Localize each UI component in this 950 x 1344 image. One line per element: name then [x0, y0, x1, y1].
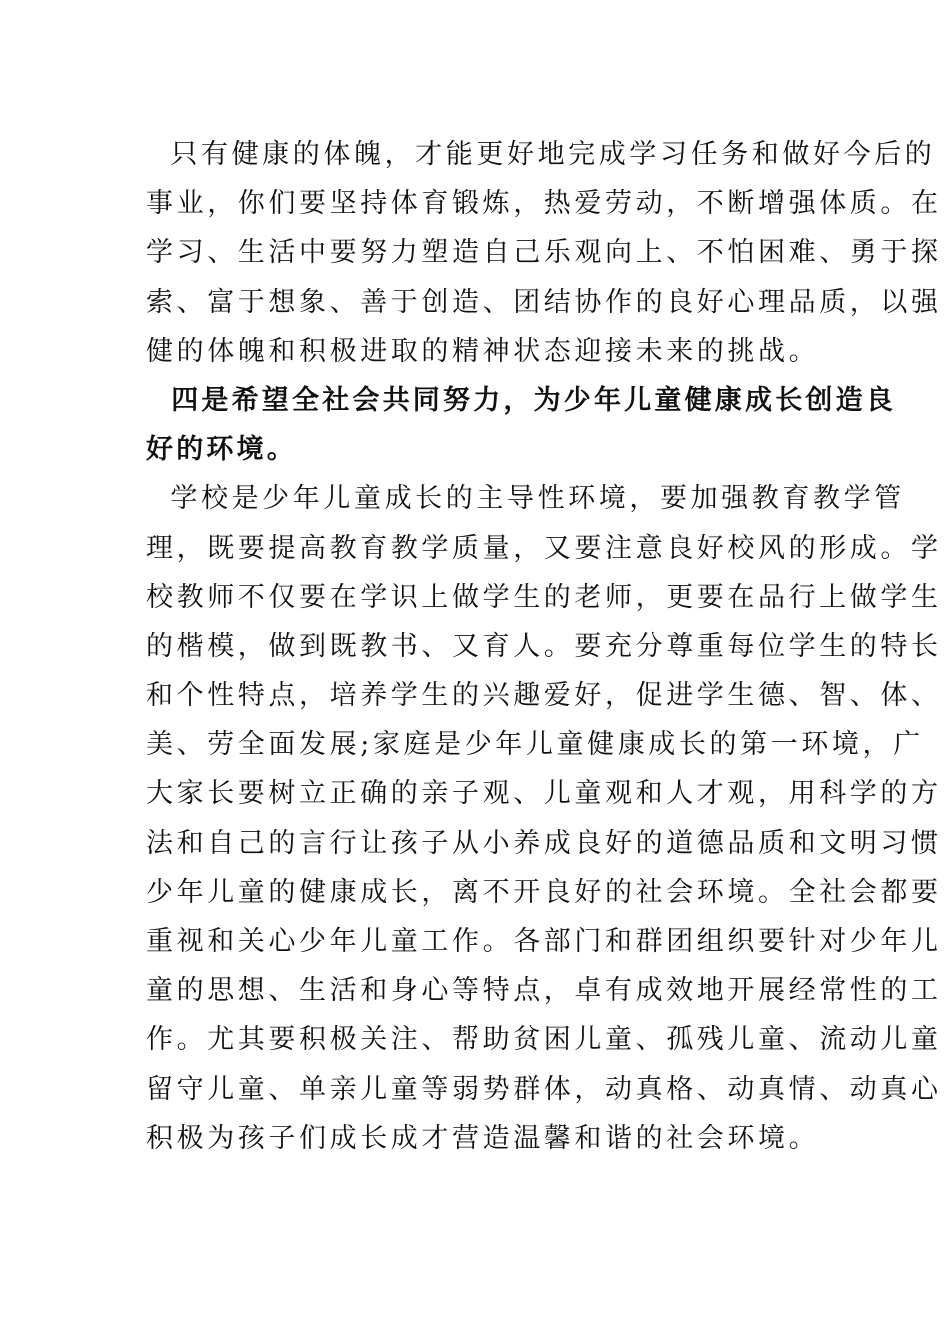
text-line: 大家长要树立正确的亲子观、儿童观和人才观，用科学的方 [146, 778, 942, 810]
text-line: 理，既要提高教育教学质量，又要注意良好校风的形成。学 [146, 532, 942, 564]
paragraph-health [146, 130, 942, 376]
text-line: 留守儿童、单亲儿童等弱势群体，动真格、动真情、动真心 [146, 1073, 942, 1105]
text-line: 少年儿童的健康成长，离不开良好的社会环境。全社会都要 [146, 876, 942, 908]
text-line: 积极为孩子们成长成才营造温馨和谐的社会环境。 [146, 1122, 820, 1154]
text-line: 和个性特点，培养学生的兴趣爱好，促进学生德、智、体、 [146, 680, 942, 712]
heading-line: 四是希望全社会共同努力，为少年儿童健康成长创造良 [146, 384, 896, 416]
text-line: 校教师不仅要在学识上做学生的老师，更要在品行上做学生 [146, 581, 942, 613]
text-line: 美、劳全面发展;家庭是少年儿童健康成长的第一环境，广 [146, 729, 924, 761]
text-line: 学校是少年儿童成长的主导性环境，要加强教育教学管 [146, 483, 905, 515]
text-line: 作。尤其要积极关注、帮助贫困儿童、孤残儿童、流动儿童 [146, 1024, 942, 1056]
text-line: 索、富于想象、善于创造、团结协作的良好心理品质，以强 [146, 286, 942, 318]
text-line: 法和自己的言行让孩子从小养成良好的道德品质和文明习惯 [146, 827, 942, 859]
section-heading [146, 376, 896, 474]
paragraph-environment [146, 474, 942, 1212]
text-line: 童的思想、生活和身心等特点，卓有成效地开展经常性的工 [146, 975, 942, 1007]
text-line: 学习、生活中要努力塑造自己乐观向上、不怕困难、勇于探 [146, 237, 942, 269]
text-line: 重视和关心少年儿童工作。各部门和群团组织要针对少年儿 [146, 926, 942, 957]
text-line: 健的体魄和积极进取的精神状态迎接未来的挑战。 [146, 335, 820, 367]
text-line [146, 1163, 810, 1212]
heading-line: 好的环境。 [146, 434, 297, 466]
document-body [146, 130, 942, 1212]
text-line: 的楷模，做到既教书、又育人。要充分尊重每位学生的特长 [146, 630, 942, 662]
text-line: 事业，你们要坚持体育锻炼，热爱劳动，不断增强体质。在 [146, 188, 942, 220]
text-line: 只有健康的体魄，才能更好地完成学习任务和做好今后的 [146, 139, 936, 170]
